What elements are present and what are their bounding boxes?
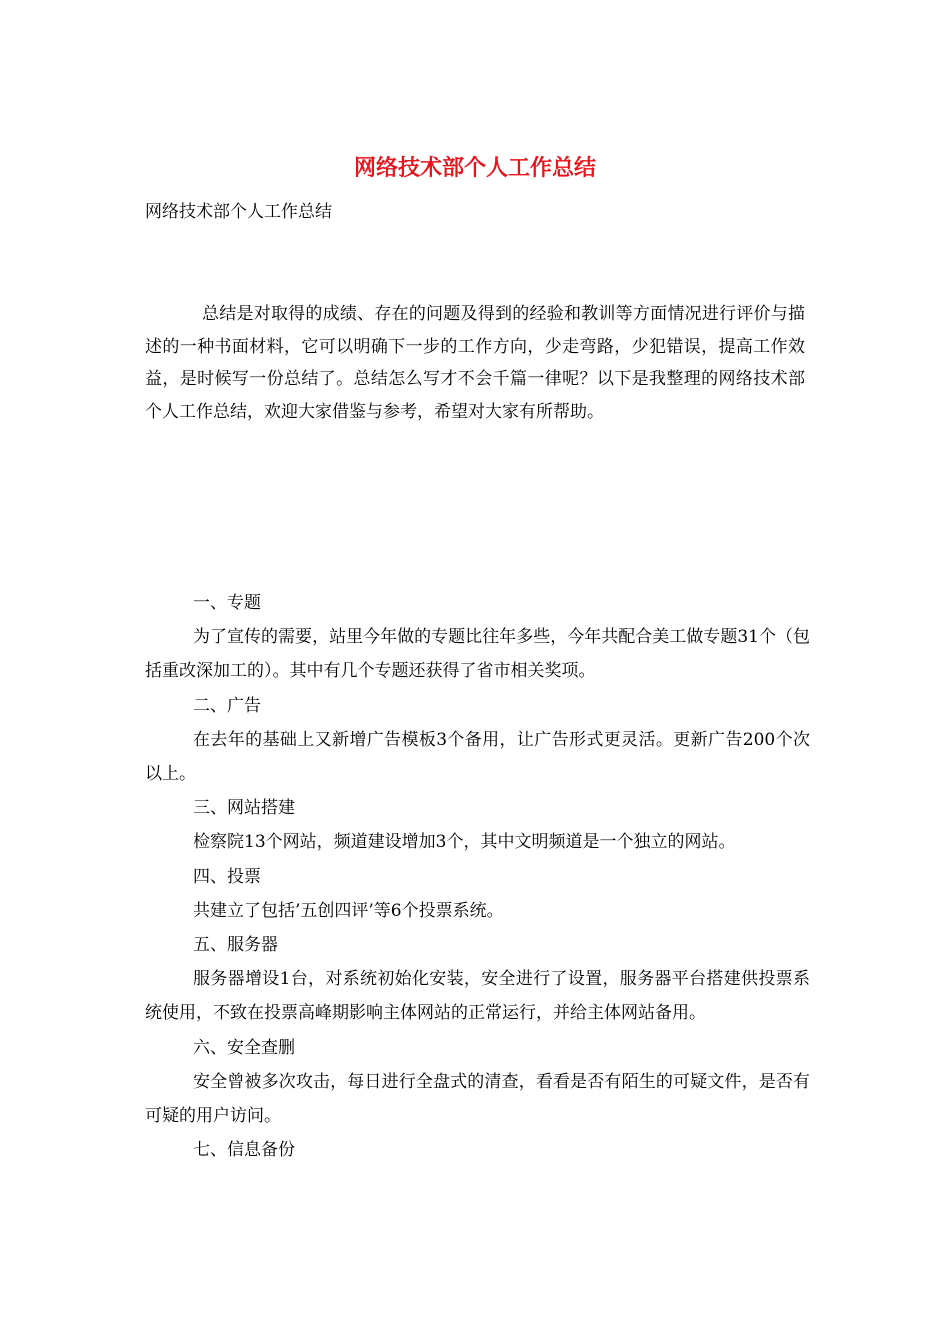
section-paragraph: 在去年的基础上又新增广告模板3个备用，让广告形式更灵活。更新广告200个次以上。	[145, 729, 810, 785]
section-heading: 一、专题	[193, 593, 261, 613]
section-heading: 三、网站搭建	[193, 798, 295, 819]
section-heading: 七、信息备份	[193, 1140, 295, 1161]
section-paragraph: 安全曾被多次攻击，每日进行全盘式的清查，看看是否有陌生的可疑文件，是否有可疑的用户访问。	[145, 1071, 810, 1127]
section-paragraph: 共建立了包括’五创四评’等6个投票系统。	[193, 900, 504, 921]
document-title: 网络技术部个人工作总结	[353, 155, 596, 181]
section-heading: 六、安全查删	[193, 1037, 295, 1058]
section-paragraph: 服务器增设1台，对系统初始化安装，安全进行了设置，服务器平台搭建供投票系统使用，不致在投票高峰期影响主体网站的正常运行，并给主体网站备用。	[145, 969, 810, 1024]
document-subtitle: 网络技术部个人工作总结	[145, 202, 332, 222]
section-heading: 四、投票	[193, 866, 261, 887]
intro-paragraph: 总结是对取得的成绩、存在的问题及得到的经验和教训等方面情况进行评价与描述的一种书面材料，它可以明确下一步的工作方向，少走弯路，少犯错误，提高工作效益，是时候写一份总结了。总结怎么写才不会千篇一律呢？以下是我整理的网络技术部个人工作总结，欢迎大家借鉴与参考，希望对大家有所帮助。	[145, 304, 805, 422]
document-body	[145, 586, 810, 1167]
section-heading: 五、服务器	[193, 935, 278, 956]
section-heading: 二、广告	[193, 695, 261, 716]
section-paragraph: 检察院13个网站，频道建设增加3个，其中文明频道是一个独立的网站。	[193, 832, 736, 853]
section-paragraph: 为了宣传的需要，站里今年做的专题比往年多些，今年共配合美工做专题31个（包括重改深加工的）。其中有几个专题还获得了省市相关奖项。	[145, 627, 810, 682]
